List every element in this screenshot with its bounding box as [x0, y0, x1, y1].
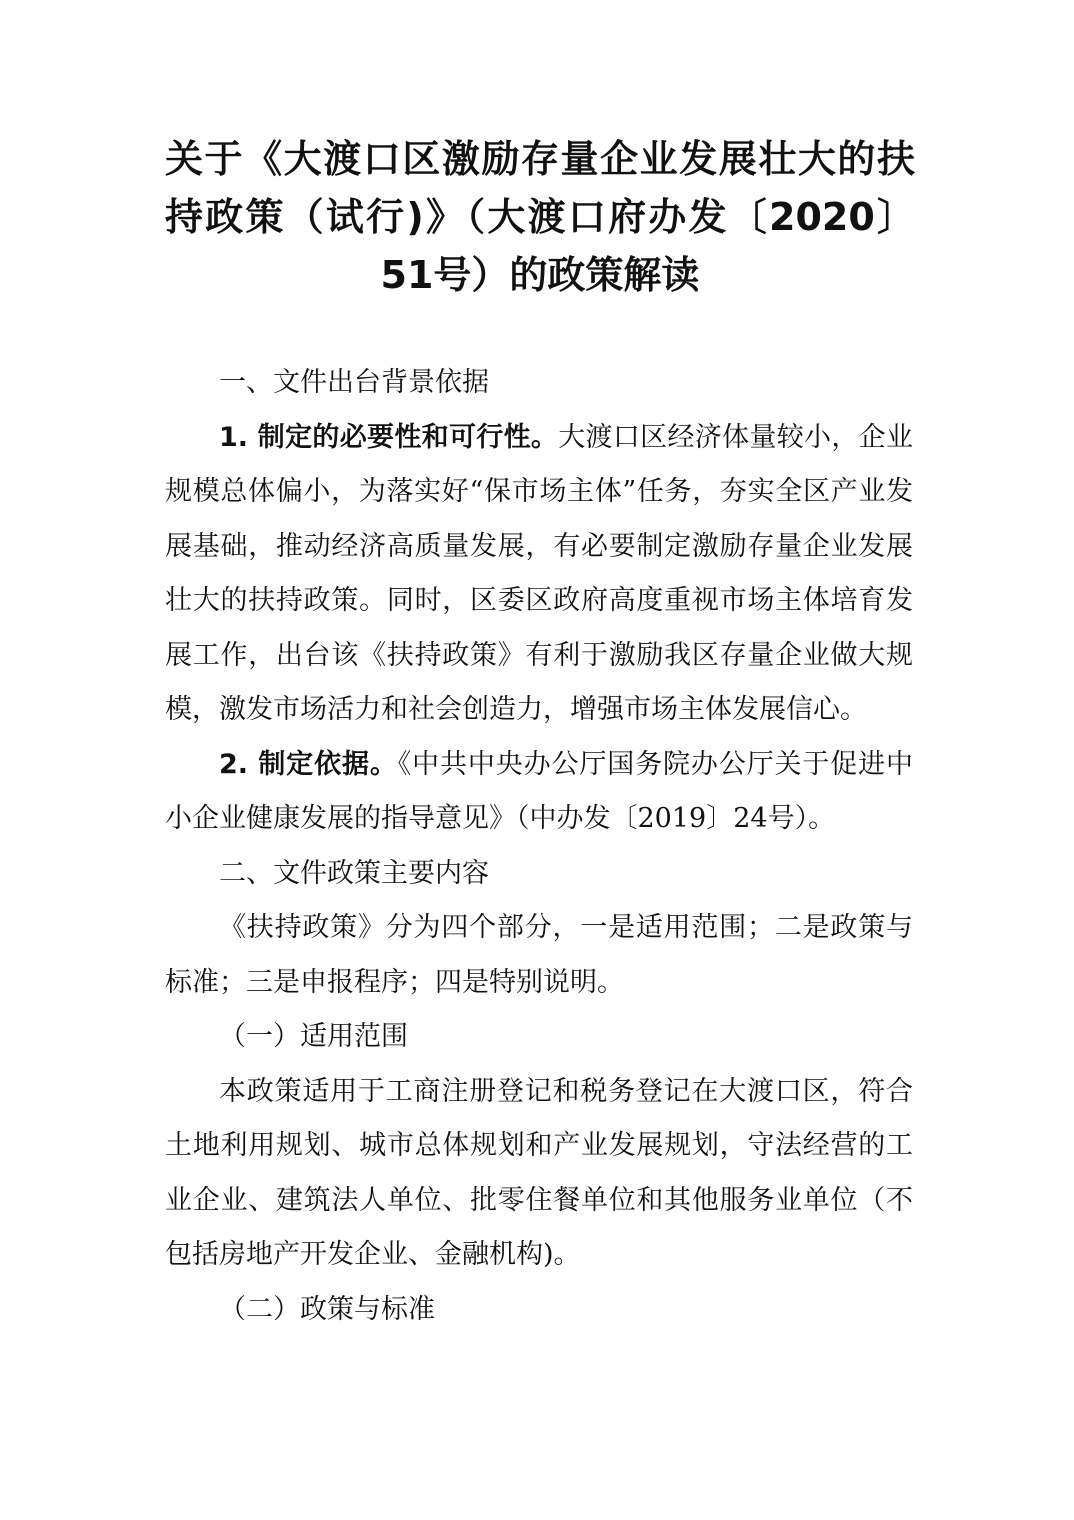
paragraph: 《扶持政策》分为四个部分，一是适用范围；二是政策与标准；三是申报程序；四是特别说明。	[165, 912, 913, 998]
paragraph-lead: 1. 制定的必要性和可行性。	[219, 421, 559, 453]
document-body	[165, 356, 913, 1337]
paragraph: 本政策适用于工商注册登记和税务登记在大渡口区，符合土地利用规划、城市总体规划和产业发展规划，守法经营的工业企业、建筑法人单位、批零住餐单位和其他服务业单位（不包括房地产开发企业、金融机构)。	[165, 1075, 913, 1270]
paragraph	[165, 411, 913, 738]
section-heading: 二、文件政策主要内容	[219, 857, 489, 889]
paragraph-text: 《中共中央办公厅国务院办公厅关于促进中小企业健康发展的指导意见》（中办发〔2019〕24号）。	[165, 748, 914, 834]
subsection-heading: （二）政策与标准	[219, 1293, 435, 1325]
paragraph-lead: 2. 制定依据。	[219, 748, 398, 780]
paragraph	[165, 738, 913, 847]
subsection-heading: （一）适用范围	[219, 1021, 408, 1052]
paragraph-text: 大渡口区经济体量较小，企业规模总体偏小，为落实好“保市场主体”任务，夯实全区产业发展基础，推动经济高质量发展，有必要制定激励存量企业发展壮大的扶持政策。同时，区委区政府高度重视市场主体培育发展工作，出台该《扶持政策》有利于激励我区存量企业做大规模，激发市场活力和社会创造力，增强市场主体发展信心。	[165, 421, 913, 725]
page-title: 关于《大渡口区激励存量企业发展壮大的扶持政策（试行)》（大渡口府办发〔2020〕51号）的政策解读	[165, 137, 915, 297]
section-heading: 一、文件出台背景依据	[219, 367, 489, 398]
